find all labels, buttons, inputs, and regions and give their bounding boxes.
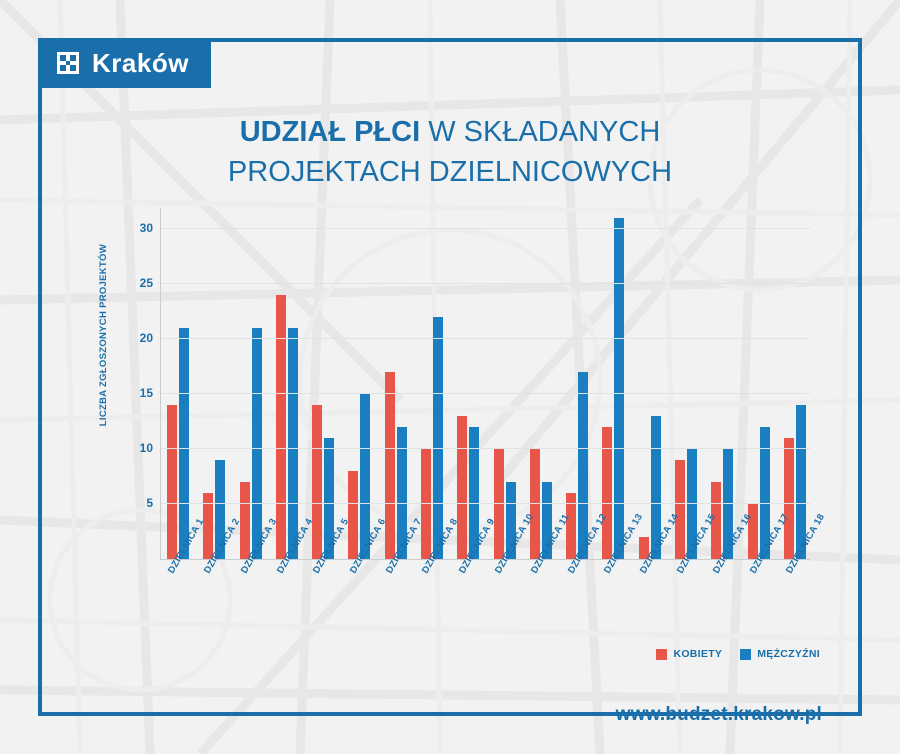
bar-kobiety bbox=[421, 449, 431, 559]
legend-item-kobiety bbox=[656, 648, 722, 660]
website-url: www.budzet.krakow.pl bbox=[615, 704, 822, 725]
bar-group bbox=[167, 328, 189, 559]
bar-kobiety bbox=[494, 449, 504, 559]
x-axis-tick-label: 3 bbox=[266, 516, 279, 528]
bar-kobiety bbox=[385, 372, 395, 559]
bar-group bbox=[240, 328, 262, 559]
bar-group bbox=[602, 218, 624, 559]
bar-chart bbox=[98, 200, 827, 560]
bar-kobiety bbox=[602, 427, 612, 559]
bar-kobiety bbox=[348, 471, 358, 559]
y-axis-tick: 15 bbox=[139, 386, 153, 400]
x-axis-labels bbox=[160, 511, 827, 658]
y-axis-label: LICZBA ZGŁOSZONYCH PROJEKTÓW bbox=[98, 244, 109, 427]
title-line1-light: W SKŁADANYCH bbox=[420, 116, 661, 148]
x-axis-tick-label: 13 bbox=[630, 511, 646, 528]
x-axis-tick-label: 2 bbox=[230, 516, 243, 528]
bar-kobiety bbox=[457, 416, 467, 559]
legend-item-mezczyzni bbox=[740, 648, 820, 660]
bar-series-container bbox=[161, 208, 810, 559]
bar-kobiety bbox=[784, 438, 794, 559]
bar-kobiety bbox=[748, 504, 758, 559]
gridline bbox=[146, 496, 810, 510]
gridline bbox=[139, 386, 810, 400]
x-axis-tick-label: 9 bbox=[484, 516, 498, 528]
x-axis-tick-label: 1 bbox=[193, 516, 207, 528]
legend-swatch-kobiety bbox=[656, 649, 667, 660]
page-title bbox=[0, 112, 900, 192]
y-axis-tick: 20 bbox=[139, 331, 153, 345]
x-axis-tick-label: 5 bbox=[339, 516, 352, 528]
legend-label-mezczyzni: MĘŻCZYŹNI bbox=[757, 648, 820, 660]
logo-text: Kraków bbox=[92, 48, 189, 78]
gridline bbox=[139, 276, 810, 290]
gridline bbox=[139, 331, 810, 345]
bar-kobiety bbox=[675, 460, 685, 559]
bar-kobiety bbox=[312, 405, 322, 559]
krakow-squares-icon bbox=[56, 51, 80, 75]
bar-group bbox=[385, 372, 407, 559]
bar-mezczyzni bbox=[252, 328, 262, 559]
x-axis-tick-label: 10 bbox=[521, 511, 537, 528]
plot-area bbox=[139, 208, 810, 560]
x-axis-tick-label: 18 bbox=[811, 511, 827, 528]
y-axis-tick: 30 bbox=[139, 221, 153, 235]
bar-mezczyzni bbox=[614, 218, 624, 559]
y-axis-tick: 10 bbox=[139, 441, 153, 455]
y-axis-tick: 5 bbox=[146, 496, 153, 510]
bar-group bbox=[276, 295, 298, 559]
x-axis-tick-label: 4 bbox=[303, 516, 316, 528]
bar-group bbox=[566, 372, 588, 559]
x-axis-tick-label: 6 bbox=[375, 516, 389, 528]
x-axis-tick-label: 8 bbox=[448, 516, 461, 528]
y-axis-tick: 25 bbox=[139, 276, 153, 290]
bar-mezczyzni bbox=[433, 317, 443, 559]
x-axis-tick-label: 11 bbox=[557, 512, 573, 528]
bar-kobiety bbox=[530, 449, 540, 559]
krakow-logo-badge bbox=[38, 38, 211, 88]
title-line2: PROJEKTACH DZIELNICOWYCH bbox=[227, 156, 673, 188]
bar-mezczyzni bbox=[578, 372, 588, 559]
x-axis-tick-label: 12 bbox=[593, 511, 609, 528]
bar-kobiety bbox=[167, 405, 177, 559]
bar-group bbox=[421, 317, 443, 559]
bar-mezczyzni bbox=[288, 328, 298, 559]
legend-label-kobiety: KOBIETY bbox=[673, 648, 723, 660]
gridline bbox=[139, 221, 810, 235]
legend-swatch-mezczyzni bbox=[740, 649, 751, 660]
bar-mezczyzni bbox=[179, 328, 189, 559]
chart-legend bbox=[656, 648, 820, 660]
title-line1-strong: UDZIAŁ PŁCI bbox=[239, 116, 421, 148]
bar-kobiety bbox=[276, 295, 286, 559]
gridline bbox=[139, 441, 810, 455]
x-axis-tick-label: 7 bbox=[412, 516, 425, 528]
